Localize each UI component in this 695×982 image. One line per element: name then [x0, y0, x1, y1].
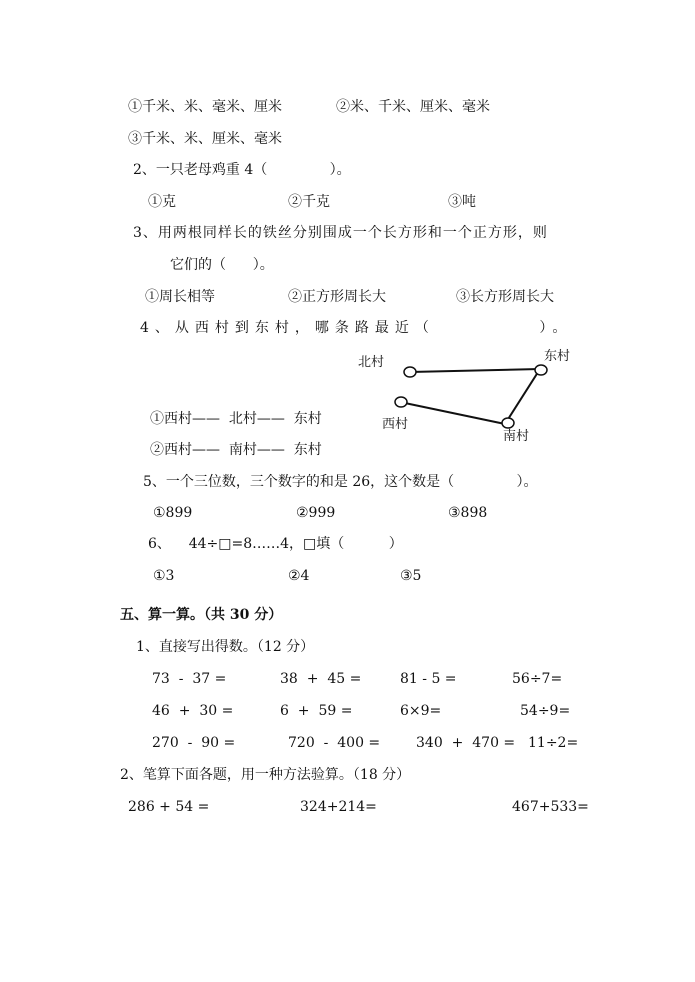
- q1-option-3: ③千米、米、厘米、毫米: [128, 131, 282, 147]
- road-east-south: [505, 369, 540, 424]
- q4-option-2: ②西村—— 南村—— 东村: [150, 442, 322, 458]
- q6-option-1: ①3: [153, 568, 175, 584]
- section-5-part1-title: 1、直接写出得数。（12 分）: [136, 639, 315, 655]
- q2-stem: 2、一只老母鸡重 4（ ）。: [133, 162, 351, 178]
- section-5-title: 五、算一算。（共 30 分）: [120, 607, 283, 623]
- calc-1-2: 38 + 45 =: [280, 671, 362, 687]
- q2-option-1: ①克: [148, 194, 176, 210]
- node-west-village: [395, 397, 407, 407]
- q4-option-1: ①西村—— 北村—— 东村: [150, 411, 322, 427]
- calc-1-3: 81 - 5 =: [400, 671, 457, 687]
- road-south-west: [400, 402, 505, 424]
- section-5-part2-title: 2、笔算下面各题，用一种方法验算。（18 分）: [120, 767, 411, 783]
- q6-stem: 6、 44÷□=8……4，□填（ ）: [148, 536, 403, 552]
- q4-stem: 4、从西村到东村，哪条路最近（ ）。: [140, 320, 573, 336]
- calc-2-1: 46 + 30 =: [152, 703, 234, 719]
- calc-4-1: 286 + 54 =: [128, 799, 210, 815]
- q5-option-2: ②999: [296, 505, 336, 521]
- label-east-village: 东村: [544, 349, 571, 364]
- q1-option-1: ①千米、米、毫米、厘米: [128, 99, 282, 115]
- calc-3-1: 270 - 90 =: [152, 735, 236, 751]
- q3-option-3: ③长方形周长大: [456, 289, 554, 305]
- q3-option-2: ②正方形周长大: [288, 289, 386, 305]
- label-south-village: 南村: [503, 429, 530, 444]
- q3-option-1: ①周长相等: [145, 289, 215, 305]
- node-east-village: [535, 365, 547, 375]
- label-north-village: 北村: [358, 355, 385, 370]
- q5-option-1: ①899: [153, 505, 193, 521]
- calc-4-2: 324+214=: [300, 799, 377, 815]
- village-map-diagram: [340, 340, 590, 450]
- node-south-village: [502, 418, 514, 428]
- q1-option-2: ②米、千米、厘米、毫米: [336, 99, 490, 115]
- label-west-village: 西村: [382, 417, 409, 432]
- q6-option-3: ③5: [400, 568, 422, 584]
- q3-stem-line1: 3、用两根同样长的铁丝分别围成一个长方形和一个正方形，则: [133, 225, 548, 241]
- node-north-village: [404, 367, 416, 377]
- road-north-east: [410, 369, 540, 372]
- q2-option-2: ②千克: [288, 194, 330, 210]
- calc-3-2: 720 - 400 =: [288, 735, 381, 751]
- calc-2-4: 54÷9=: [520, 703, 571, 719]
- calc-1-1: 73 - 37 =: [152, 671, 227, 687]
- calc-2-3: 6×9=: [400, 703, 442, 719]
- calc-2-2: 6 + 59 =: [280, 703, 353, 719]
- q5-stem: 5、一个三位数，三个数字的和是 26，这个数是（ ）。: [143, 474, 538, 490]
- q5-option-3: ③898: [448, 505, 488, 521]
- calc-3-3: 340 + 470 =: [416, 735, 516, 751]
- calc-3-4: 11÷2=: [528, 735, 579, 751]
- q2-option-3: ③吨: [448, 194, 476, 210]
- calc-1-4: 56÷7=: [512, 671, 563, 687]
- q6-option-2: ②4: [288, 568, 310, 584]
- calc-4-3: 467+533=: [512, 799, 589, 815]
- q3-stem-line2: 它们的（ ）。: [170, 257, 274, 273]
